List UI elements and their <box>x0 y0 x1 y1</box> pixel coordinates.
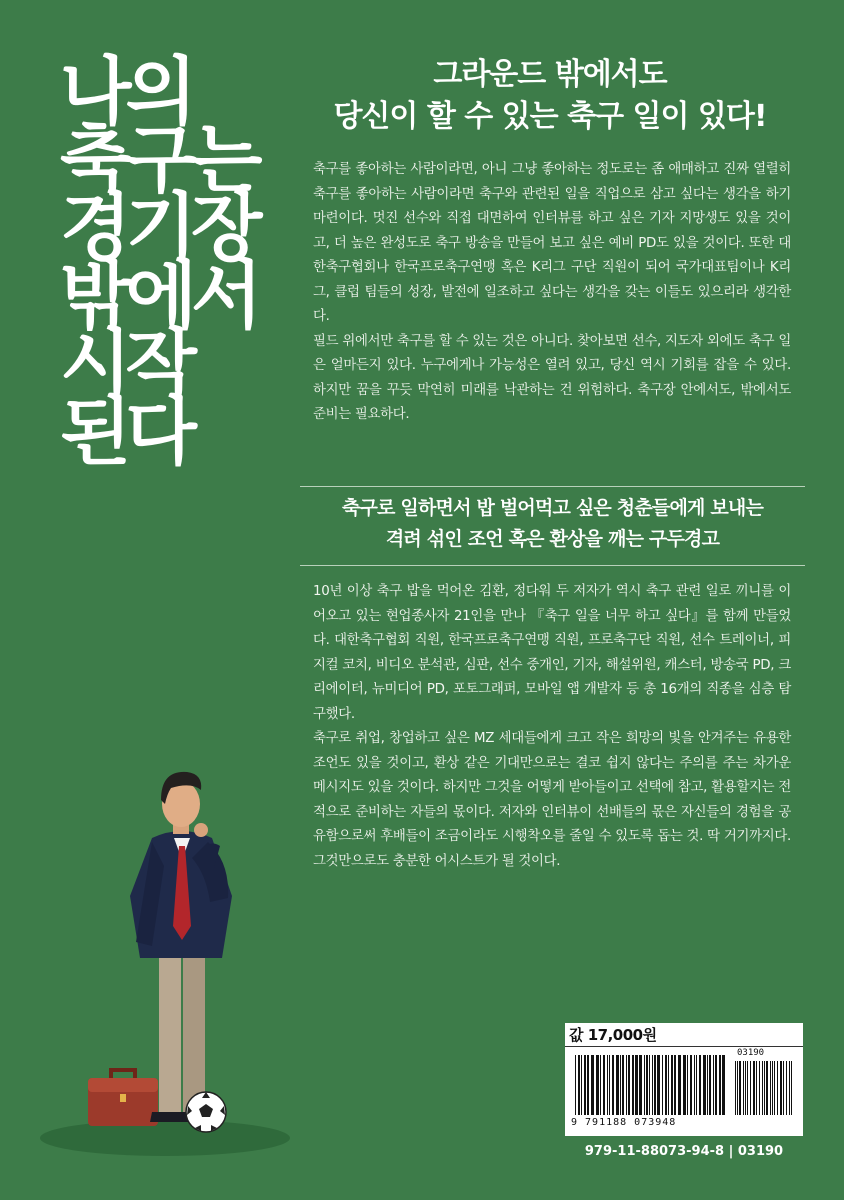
divider <box>300 565 805 566</box>
briefcase-icon <box>88 1070 158 1126</box>
title-line: 경기장 <box>60 185 257 271</box>
barcode-icon <box>575 1055 725 1115</box>
businessman-illustration <box>40 760 300 1180</box>
man-figure <box>130 772 232 1122</box>
intro-paragraph: 필드 위에서만 축구를 할 수 있는 것은 아니다. 찾아보면 선수, 지도자 외에도 축구 일은 얼마든지 있다. 누구에게나 가능성은 열려 있고, 당신 역시 기회를 잡을 수 있다. 하지만 꿈을 꾸듯 막연히 미래를 낙관하는 건 위험하다. 축구장 안에서도, 밖에서도 준비는 필요하다. <box>313 333 791 422</box>
barcode-panel <box>565 1023 803 1136</box>
isbn-label: 979-11-88073-94-8 | 03190 <box>584 1144 784 1159</box>
intro-text <box>313 158 791 428</box>
headline-line: 그라운드 밖에서도 <box>433 57 667 92</box>
subhead-line: 격려 섞인 조언 혹은 환상을 깨는 구두경고 <box>385 528 720 550</box>
detail-paragraph: 축구로 취업, 창업하고 싶은 MZ 세대들에게 크고 작은 희망의 빛을 안겨주는 유용한 조언도 있을 것이고, 환상 같은 기대만으로는 결코 쉽지 않다는 주의를 주는 차가운 메시지도 있을 것이다. 하지만 그것을 어떻게 받아들이고 선택에 참고, 활용할지는 전적으로 준비하는 자들의 몫이다. 저자와 인터뷰이 선배들의 몫은 자신들의 경험을 공유함으로써 후배들이 조금이라도 시행착오를 줄일 수 있도록 돕는 것. 딱 거기까지다. 그것만으로도 충분한 어시스트가 될 것이다. <box>313 731 791 869</box>
title-line: 축구는 <box>60 117 257 203</box>
price-label: 값 17,000원 <box>569 1026 657 1044</box>
subhead-line: 축구로 일하면서 밥 벌어먹고 싶은 청춘들에게 보내는 <box>341 497 764 519</box>
headline-line: 당신이 할 수 있는 축구 일이 있다! <box>333 99 767 134</box>
title-line: 밖에서 <box>60 253 257 339</box>
title-line: 시작 <box>60 321 191 407</box>
intro-paragraph: 축구를 좋아하는 사람이라면, 아니 그냥 좋아하는 정도로는 좀 애매하고 진짜 열렬히 축구를 좋아하는 사람이라면 축구와 관련된 일을 직업으로 삼고 싶다는 생각을 하기 마련이다. 멋진 선수와 직접 대면하여 인터뷰를 하고 싶은 기자 지망생도 있을 것이고, 더 높은 완성도로 축구 방송을 만들어 보고 싶은 예비 PD도 있을 것이다. 또한 대한축구협회나 한국프로축구연맹 혹은 K리그 구단 직원이 되어 국가대표팀이나 K리그, 클럽 팀들의 성장, 발전에 일조하고 싶다는 생각을 갖는 이들도 있으리라 생각한다. <box>313 162 791 324</box>
divider <box>565 1046 803 1047</box>
title-line: 나의 <box>60 49 191 135</box>
ean-number: 9 791188 073948 <box>571 1117 677 1128</box>
addon-code: 03190 <box>737 1048 765 1058</box>
detail-text <box>313 580 791 874</box>
title-line: 된다 <box>60 389 191 475</box>
detail-paragraph: 10년 이상 축구 밥을 먹어온 김환, 정다워 두 저자가 역시 축구 관련 일로 끼니를 이어오고 있는 현업종사자 21인을 만나 『축구 일을 너무 하고 싶다』를 함께 만들었다. 대한축구협회 직원, 한국프로축구연맹 직원, 프로축구단 직원, 선수 트레이너, 피지컬 코치, 비디오 분석관, 심판, 선수 중개인, 기자, 해설위원, 캐스터, 방송국 PD, 크리에이터, 뉴미디어 PD, 포토그래퍼, 모바일 앱 개발자 등 총 16개의 직종을 심층 탐구했다. <box>313 584 791 722</box>
divider <box>300 486 805 487</box>
addon-barcode-icon <box>735 1061 795 1115</box>
headline <box>300 54 800 138</box>
football-icon <box>186 1092 226 1132</box>
subheadline <box>300 493 805 555</box>
book-title <box>60 49 290 475</box>
